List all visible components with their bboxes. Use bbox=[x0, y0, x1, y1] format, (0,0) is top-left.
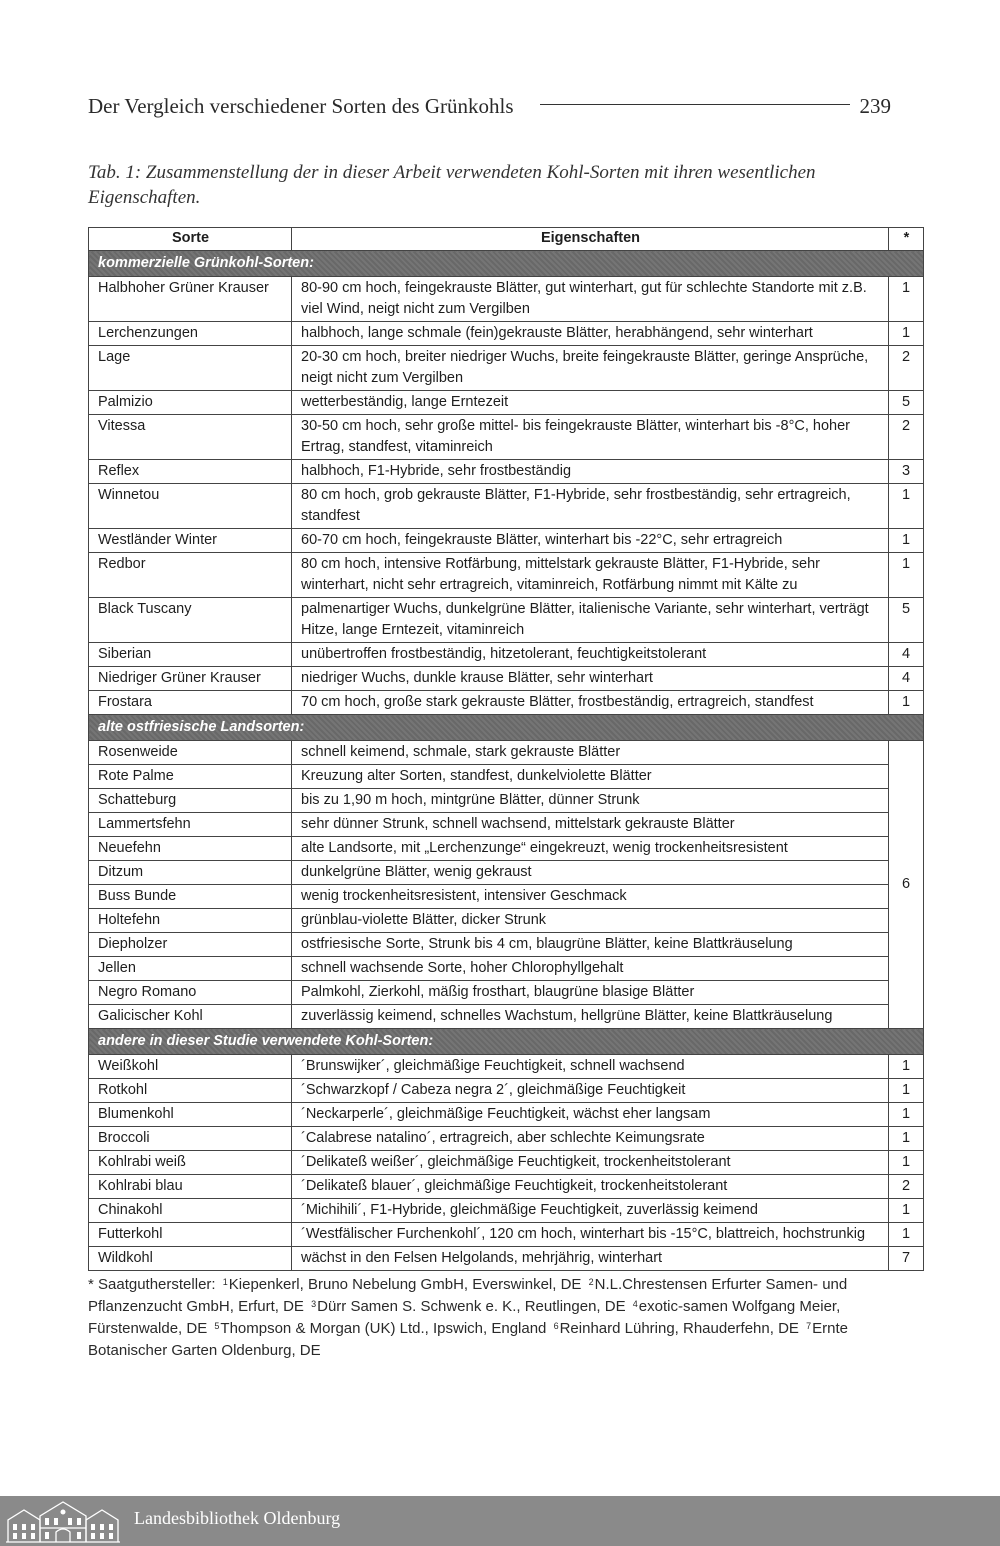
cell-supplier: 1 bbox=[889, 529, 924, 553]
table-row bbox=[89, 1199, 924, 1223]
cell-sorte: Kohlrabi weiß bbox=[89, 1151, 292, 1175]
cell-sorte: Vitessa bbox=[89, 415, 292, 460]
cell-eigenschaften: 30-50 cm hoch, sehr große mittel- bis feingekrauste Blätter, winterhart bis -8°C, hoher Ertrag, standfest, vitaminreich bbox=[292, 415, 889, 460]
table-caption: Tab. 1: Zusammenstellung der in dieser Arbeit verwendeten Kohl-Sorten mit ihren wesentlichen Eigenschaften. bbox=[88, 162, 816, 208]
cell-supplier: 1 bbox=[889, 1079, 924, 1103]
column-header-eigenschaften: Eigenschaften bbox=[292, 228, 889, 251]
cell-supplier: 1 bbox=[889, 1055, 924, 1079]
table-row bbox=[89, 813, 924, 837]
cell-sorte: Reflex bbox=[89, 460, 292, 484]
table-row bbox=[89, 598, 924, 643]
cell-eigenschaften: unübertroffen frostbeständig, hitzetolerant, feuchtigkeitstolerant bbox=[292, 643, 889, 667]
cell-eigenschaften: schnell keimend, schmale, stark gekrauste Blätter bbox=[292, 741, 889, 765]
table-row bbox=[89, 1175, 924, 1199]
cell-sorte: Kohlrabi blau bbox=[89, 1175, 292, 1199]
cell-sorte: Schatteburg bbox=[89, 789, 292, 813]
cell-eigenschaften: sehr dünner Strunk, schnell wachsend, mittelstark gekrauste Blätter bbox=[292, 813, 889, 837]
cell-supplier: 1 bbox=[889, 1151, 924, 1175]
running-head-title: Der Vergleich verschiedener Sorten des Grünkohls bbox=[88, 93, 514, 118]
table-row bbox=[89, 643, 924, 667]
cell-sorte: Diepholzer bbox=[89, 933, 292, 957]
cell-sorte: Holtefehn bbox=[89, 909, 292, 933]
cell-supplier: 4 bbox=[889, 643, 924, 667]
cell-eigenschaften: bis zu 1,90 m hoch, mintgrüne Blätter, dünner Strunk bbox=[292, 789, 889, 813]
cell-sorte: Jellen bbox=[89, 957, 292, 981]
cell-supplier: 1 bbox=[889, 277, 924, 322]
table-row bbox=[89, 1079, 924, 1103]
cell-supplier: 1 bbox=[889, 1127, 924, 1151]
library-footer-bar bbox=[0, 1496, 1000, 1546]
footnote-text: Ernte Botanischer Garten Oldenburg, DE bbox=[88, 1320, 848, 1359]
table-row bbox=[89, 667, 924, 691]
footnote-text: Dürr Samen S. Schwenk e. K., Reutlingen, DE bbox=[317, 1298, 626, 1315]
table-row bbox=[89, 837, 924, 861]
cell-sorte: Futterkohl bbox=[89, 1223, 292, 1247]
table-row bbox=[89, 885, 924, 909]
section-title: alte ostfriesische Landsorten: bbox=[89, 715, 924, 741]
table-row bbox=[89, 322, 924, 346]
table-body bbox=[89, 251, 924, 1271]
library-name: Landesbibliothek Oldenburg bbox=[134, 1508, 341, 1528]
table-row bbox=[89, 789, 924, 813]
table-row bbox=[89, 1247, 924, 1271]
table-row bbox=[89, 741, 924, 765]
cell-supplier-shared: 6 bbox=[889, 741, 924, 1029]
cell-sorte: Siberian bbox=[89, 643, 292, 667]
table-row bbox=[89, 553, 924, 598]
section-header-row bbox=[89, 251, 924, 277]
table-row bbox=[89, 981, 924, 1005]
cell-eigenschaften: 70 cm hoch, große stark gekrauste Blätter, frostbeständig, ertragreich, standfest bbox=[292, 691, 889, 715]
cell-eigenschaften: ´Brunswijker´, gleichmäßige Feuchtigkeit, schnell wachsend bbox=[292, 1055, 889, 1079]
supplier-footnote bbox=[88, 1274, 918, 1362]
cell-sorte: Broccoli bbox=[89, 1127, 292, 1151]
cell-sorte: Neuefehn bbox=[89, 837, 292, 861]
table-row bbox=[89, 1151, 924, 1175]
cell-sorte: Galicischer Kohl bbox=[89, 1005, 292, 1029]
cell-eigenschaften: ´Delikateß blauer´, gleichmäßige Feuchtigkeit, trockenheitstolerant bbox=[292, 1175, 889, 1199]
cell-eigenschaften: 60-70 cm hoch, feingekrauste Blätter, winterhart bis -22°C, sehr ertragreich bbox=[292, 529, 889, 553]
cell-sorte: Frostara bbox=[89, 691, 292, 715]
cell-supplier: 5 bbox=[889, 391, 924, 415]
footnote-marker: 3 bbox=[311, 1299, 317, 1309]
cell-eigenschaften: halbhoch, F1-Hybride, sehr frostbeständig bbox=[292, 460, 889, 484]
cell-sorte: Negro Romano bbox=[89, 981, 292, 1005]
cell-sorte: Rote Palme bbox=[89, 765, 292, 789]
cell-eigenschaften: schnell wachsende Sorte, hoher Chlorophyllgehalt bbox=[292, 957, 889, 981]
section-header-row bbox=[89, 1029, 924, 1055]
cell-supplier: 2 bbox=[889, 1175, 924, 1199]
footnote-label: * Saatguthersteller: bbox=[88, 1276, 216, 1293]
cell-eigenschaften: ´Westfälischer Furchenkohl´, 120 cm hoch, winterhart bis -15°C, blattreich, hochstrunkig bbox=[292, 1223, 889, 1247]
table-row bbox=[89, 484, 924, 529]
cell-supplier: 1 bbox=[889, 484, 924, 529]
table-row bbox=[89, 1223, 924, 1247]
running-head-rule bbox=[540, 104, 850, 105]
cell-sorte: Winnetou bbox=[89, 484, 292, 529]
cell-eigenschaften: ´Calabrese natalino´, ertragreich, aber schlechte Keimungsrate bbox=[292, 1127, 889, 1151]
table-row bbox=[89, 1055, 924, 1079]
cell-eigenschaften: niedriger Wuchs, dunkle krause Blätter, sehr winterhart bbox=[292, 667, 889, 691]
cell-supplier: 1 bbox=[889, 1199, 924, 1223]
cell-sorte: Ditzum bbox=[89, 861, 292, 885]
cell-eigenschaften: grünblau-violette Blätter, dicker Strunk bbox=[292, 909, 889, 933]
cell-supplier: 1 bbox=[889, 1103, 924, 1127]
cell-sorte: Palmizio bbox=[89, 391, 292, 415]
footnote-marker: 5 bbox=[214, 1321, 220, 1331]
table-row bbox=[89, 529, 924, 553]
page-number: 239 bbox=[859, 93, 891, 118]
cell-eigenschaften: alte Landsorte, mit „Lerchenzunge“ eingekreuzt, wenig trockenheitsresistent bbox=[292, 837, 889, 861]
footnote-marker: 1 bbox=[222, 1277, 228, 1287]
footnote-text: Kiepenkerl, Bruno Nebelung GmbH, Everswinkel, DE bbox=[228, 1276, 582, 1293]
cell-eigenschaften: ´Schwarzkopf / Cabeza negra 2´, gleichmäßige Feuchtigkeit bbox=[292, 1079, 889, 1103]
cell-eigenschaften: 80 cm hoch, intensive Rotfärbung, mittelstark gekrauste Blätter, F1-Hybride, sehr winterhart, nicht sehr ertragreich, vitaminreich, Rotfärbung nimmt mit Kälte zu bbox=[292, 553, 889, 598]
column-header-supplier: * bbox=[889, 228, 924, 251]
cell-eigenschaften: wetterbeständig, lange Erntezeit bbox=[292, 391, 889, 415]
footnote-text: Reinhard Lühring, Rhauderfehn, DE bbox=[559, 1320, 799, 1337]
library-building-icon bbox=[4, 1498, 122, 1544]
table-row bbox=[89, 933, 924, 957]
cell-eigenschaften: dunkelgrüne Blätter, wenig gekraust bbox=[292, 861, 889, 885]
section-header-row bbox=[89, 715, 924, 741]
cell-sorte: Buss Bunde bbox=[89, 885, 292, 909]
cell-eigenschaften: Palmkohl, Zierkohl, mäßig frosthart, blaugrüne blasige Blätter bbox=[292, 981, 889, 1005]
cell-eigenschaften: 80 cm hoch, grob gekrauste Blätter, F1-Hybride, sehr frostbeständig, sehr ertragreich, standfest bbox=[292, 484, 889, 529]
cell-sorte: Chinakohl bbox=[89, 1199, 292, 1223]
table-row bbox=[89, 861, 924, 885]
table-row bbox=[89, 415, 924, 460]
cell-sorte: Rotkohl bbox=[89, 1079, 292, 1103]
cabbage-varieties-table bbox=[88, 227, 924, 1271]
cell-supplier: 5 bbox=[889, 598, 924, 643]
cell-eigenschaften: Kreuzung alter Sorten, standfest, dunkelviolette Blätter bbox=[292, 765, 889, 789]
section-title: andere in dieser Studie verwendete Kohl-Sorten: bbox=[89, 1029, 924, 1055]
cell-supplier: 1 bbox=[889, 553, 924, 598]
table-row bbox=[89, 460, 924, 484]
section-title: kommerzielle Grünkohl-Sorten: bbox=[89, 251, 924, 277]
table-row bbox=[89, 909, 924, 933]
table-row bbox=[89, 1127, 924, 1151]
cell-sorte: Lerchenzungen bbox=[89, 322, 292, 346]
cell-supplier: 1 bbox=[889, 1223, 924, 1247]
table-row bbox=[89, 277, 924, 322]
cell-sorte: Halbhoher Grüner Krauser bbox=[89, 277, 292, 322]
cell-eigenschaften: ´Neckarperle´, gleichmäßige Feuchtigkeit, wächst eher langsam bbox=[292, 1103, 889, 1127]
table-row bbox=[89, 691, 924, 715]
cell-supplier: 3 bbox=[889, 460, 924, 484]
cell-supplier: 4 bbox=[889, 667, 924, 691]
table-row bbox=[89, 1103, 924, 1127]
cell-sorte: Blumenkohl bbox=[89, 1103, 292, 1127]
cell-eigenschaften: zuverlässig keimend, schnelles Wachstum, hellgrüne Blätter, keine Blattkräuselung bbox=[292, 1005, 889, 1029]
table-row bbox=[89, 346, 924, 391]
column-header-sorte: Sorte bbox=[89, 228, 292, 251]
cell-sorte: Westländer Winter bbox=[89, 529, 292, 553]
footnote-text: N.L.Chrestensen Erfurter Samen- und Pflanzenzucht GmbH, Erfurt, DE bbox=[88, 1276, 848, 1315]
footnote-marker: 7 bbox=[806, 1321, 812, 1331]
footnote-text: exotic-samen Wolfgang Meier, Fürstenwalde, DE bbox=[88, 1298, 841, 1337]
cell-supplier: 7 bbox=[889, 1247, 924, 1271]
cell-eigenschaften: wächst in den Felsen Helgolands, mehrjährig, winterhart bbox=[292, 1247, 889, 1271]
footnote-marker: 6 bbox=[553, 1321, 559, 1331]
cell-eigenschaften: wenig trockenheitsresistent, intensiver Geschmack bbox=[292, 885, 889, 909]
table-row bbox=[89, 765, 924, 789]
table-row bbox=[89, 391, 924, 415]
footnote-marker: 2 bbox=[588, 1277, 594, 1287]
cell-sorte: Rosenweide bbox=[89, 741, 292, 765]
cell-eigenschaften: ´Delikateß weißer´, gleichmäßige Feuchtigkeit, trockenheitstolerant bbox=[292, 1151, 889, 1175]
cell-eigenschaften: palmenartiger Wuchs, dunkelgrüne Blätter, italienische Variante, sehr winterhart, verträgt Hitze, lange Erntezeit, vitaminreich bbox=[292, 598, 889, 643]
table-header-row bbox=[89, 228, 924, 251]
cell-supplier: 2 bbox=[889, 415, 924, 460]
cell-sorte: Redbor bbox=[89, 553, 292, 598]
cell-sorte: Lammertsfehn bbox=[89, 813, 292, 837]
footnote-marker: 4 bbox=[632, 1299, 638, 1309]
cell-eigenschaften: halbhoch, lange schmale (fein)gekrauste Blätter, herabhängend, sehr winterhart bbox=[292, 322, 889, 346]
cell-sorte: Wildkohl bbox=[89, 1247, 292, 1271]
cell-supplier: 1 bbox=[889, 691, 924, 715]
table-row bbox=[89, 1005, 924, 1029]
cell-eigenschaften: 80-90 cm hoch, feingekrauste Blätter, gut winterhart, gut für schlechte Standorte mit z.B. viel Wind, neigt nicht zum Vergilben bbox=[292, 277, 889, 322]
cell-sorte: Black Tuscany bbox=[89, 598, 292, 643]
cell-eigenschaften: ´Michihili´, F1-Hybride, gleichmäßige Feuchtigkeit, zuverlässig keimend bbox=[292, 1199, 889, 1223]
cell-eigenschaften: 20-30 cm hoch, breiter niedriger Wuchs, breite feingekrauste Blätter, geringe Ansprüche, neigt nicht zum Vergilben bbox=[292, 346, 889, 391]
cell-eigenschaften: ostfriesische Sorte, Strunk bis 4 cm, blaugrüne Blätter, keine Blattkräuselung bbox=[292, 933, 889, 957]
table-row bbox=[89, 957, 924, 981]
footnote-text: Thompson & Morgan (UK) Ltd., Ipswich, England bbox=[220, 1320, 547, 1337]
cell-supplier: 2 bbox=[889, 346, 924, 391]
cell-sorte: Niedriger Grüner Krauser bbox=[89, 667, 292, 691]
running-head bbox=[88, 90, 891, 122]
cell-supplier: 1 bbox=[889, 322, 924, 346]
cell-sorte: Lage bbox=[89, 346, 292, 391]
cell-sorte: Weißkohl bbox=[89, 1055, 292, 1079]
